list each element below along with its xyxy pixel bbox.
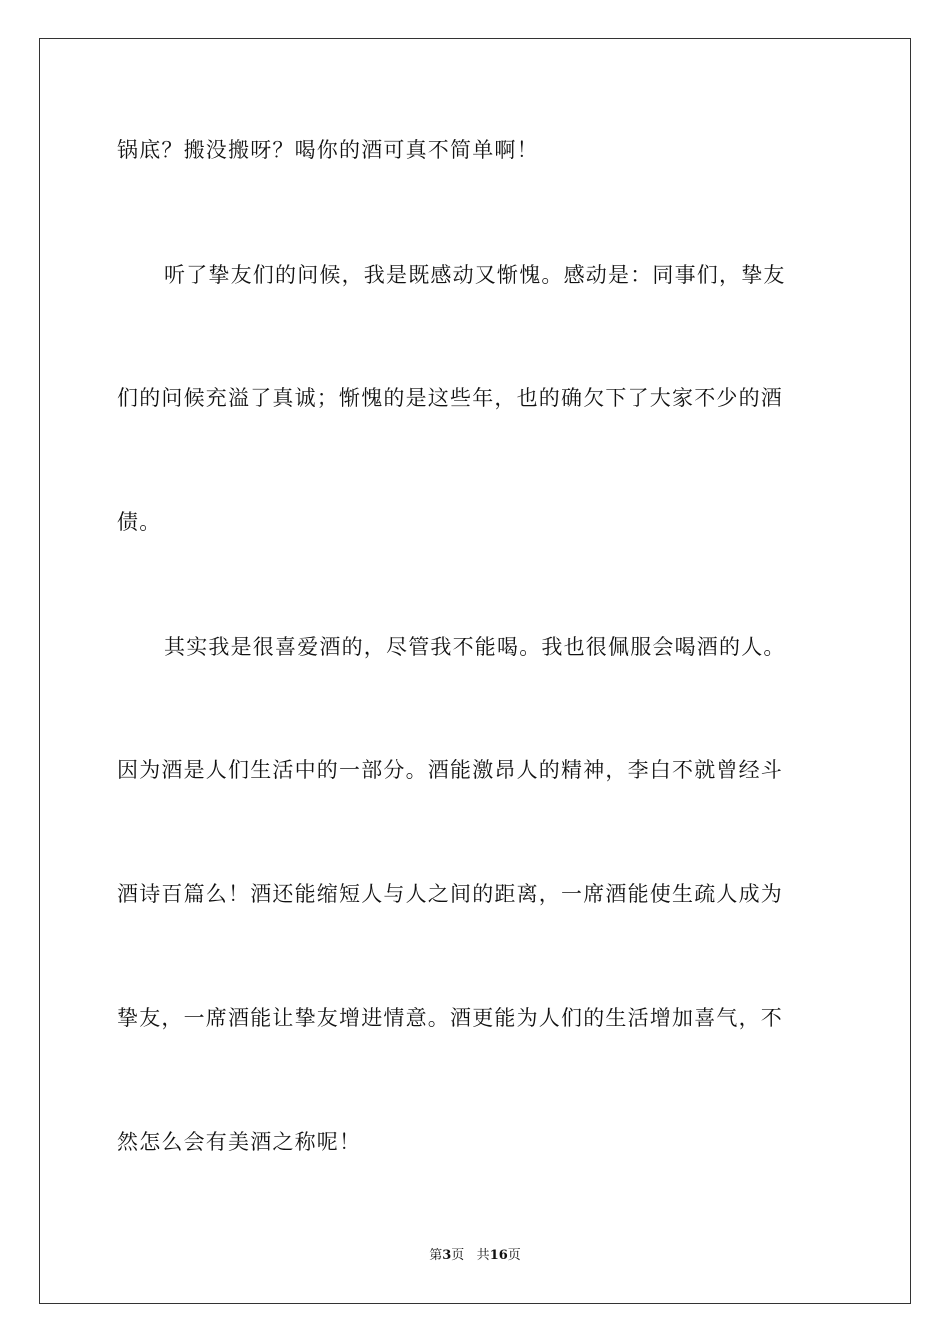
- paragraph-2-line-3: 债。: [117, 510, 162, 534]
- page-frame: [39, 38, 911, 1304]
- paragraph-2-line-2: 们的问候充溢了真诚；惭愧的是这些年，也的确欠下了大家不少的酒: [117, 386, 783, 410]
- paragraph-3-line-4: 挚友，一席酒能让挚友增进情意。酒更能为人们的生活增加喜气，不: [117, 1006, 783, 1030]
- paragraph-3-line-2: 因为酒是人们生活中的一部分。酒能激昂人的精神，李白不就曾经斗: [117, 758, 783, 782]
- page-number: 3: [442, 1248, 452, 1263]
- paragraph-3-line-3: 酒诗百篇么！酒还能缩短人与人之间的距离，一席酒能使生疏人成为: [117, 882, 783, 906]
- paragraph-2-line-1: 听了挚友们的问候，我是既感动又惭愧。感动是：同事们，挚友: [164, 263, 786, 287]
- paragraph-3-line-5: 然怎么会有美酒之称呢！: [117, 1130, 362, 1154]
- page-prefix: 第: [429, 1248, 443, 1263]
- page-footer: [0, 1247, 950, 1265]
- page-suffix: 页: [451, 1248, 465, 1263]
- total-suffix: 页: [507, 1248, 521, 1263]
- paragraph-1-line-1: 锅底？搬没搬呀？喝你的酒可真不简单啊！: [117, 138, 539, 162]
- paragraph-3-line-1: 其实我是很喜爱酒的，尽管我不能喝。我也很佩服会喝酒的人。: [164, 635, 786, 659]
- total-prefix: 共: [476, 1248, 490, 1263]
- total-pages: 16: [489, 1248, 508, 1263]
